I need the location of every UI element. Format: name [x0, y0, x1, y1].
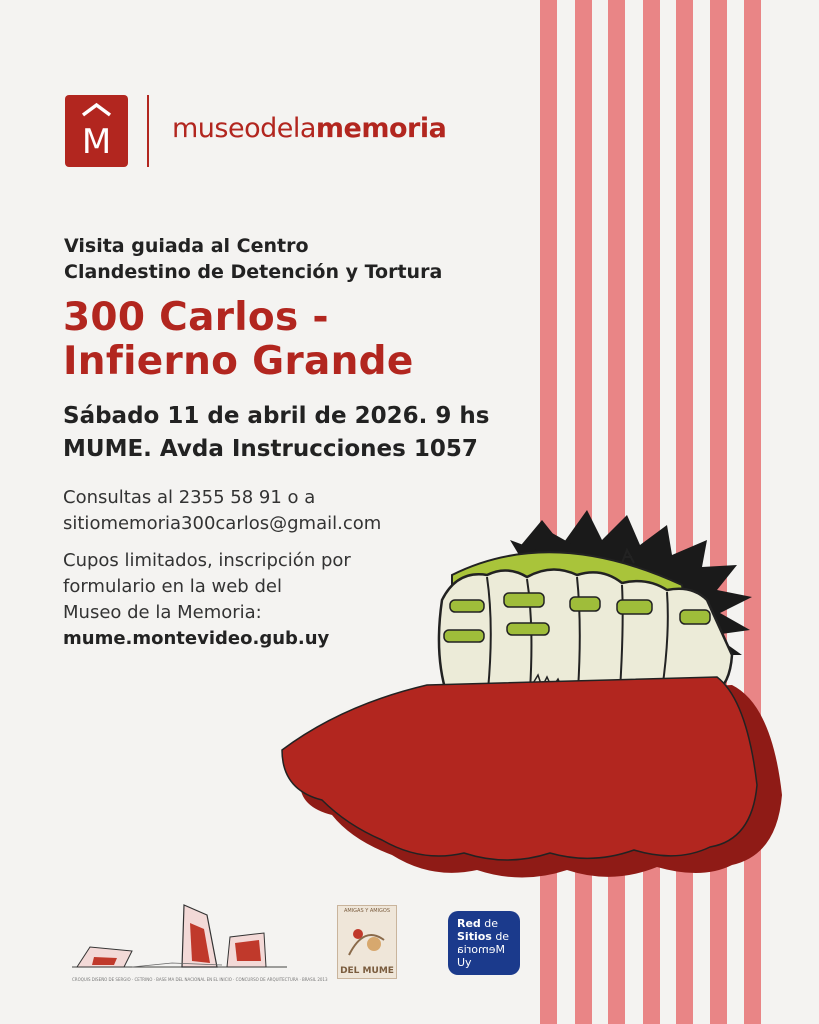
signup-line-3: Museo de la Memoria: [63, 602, 262, 623]
title-line-1: 300 Carlos - [63, 295, 329, 340]
intro-line-1: Visita guiada al Centro [64, 235, 309, 257]
contact-email[interactable]: sitiomemoria300carlos@gmail.com [63, 513, 382, 534]
intro-line-2: Clandestino de Detención y Tortura [64, 261, 443, 283]
red-sitios-logo[interactable] [448, 911, 520, 975]
museum-logo-icon[interactable] [65, 95, 128, 167]
amigos-top-text: AMIGAS Y AMIGOS [343, 908, 391, 914]
event-place: MUME. Avda Instrucciones 1057 [63, 436, 478, 462]
wordmark-bold: memoria [315, 113, 447, 144]
signup-line-2: formulario en la web del [63, 576, 282, 597]
intro-text [64, 233, 504, 285]
red-line-4: Uy [457, 956, 472, 969]
red-line-1: Red de [457, 917, 499, 930]
red-line-2: Sitios de [457, 930, 510, 943]
website-link[interactable]: mume.montevideo.gub.uy [63, 628, 330, 649]
sketch-caption: CROQUIS DISEÑO DE SERGIO · CETRINO · BASE MA DEL NACIONAL EN EL INICIO · CONCURSO DE ARQUITECTURA · BRASIL 2013 [72, 977, 328, 982]
event-title [63, 296, 533, 384]
amigos-art [344, 920, 390, 960]
red-line-3: Memoria [457, 943, 506, 956]
building-illustration [262, 505, 802, 890]
wordmark-regular: museodela [172, 113, 316, 144]
logo-divider [147, 95, 149, 167]
event-when [63, 400, 523, 466]
museum-wordmark[interactable] [172, 113, 446, 144]
title-line-2: Infierno Grande [63, 339, 414, 384]
logo-monogram: M [81, 122, 112, 162]
amigos-bottom-text: DEL MUME [340, 966, 394, 976]
contact-phone: Consultas al 2355 58 91 o a [63, 487, 316, 508]
sketch-buildings [72, 895, 328, 985]
amigos-logo-icon[interactable] [337, 905, 397, 979]
signup-line-1: Cupos limitados, inscripción por [63, 550, 351, 571]
event-date: Sábado 11 de abril de 2026. 9 hs [63, 403, 490, 429]
